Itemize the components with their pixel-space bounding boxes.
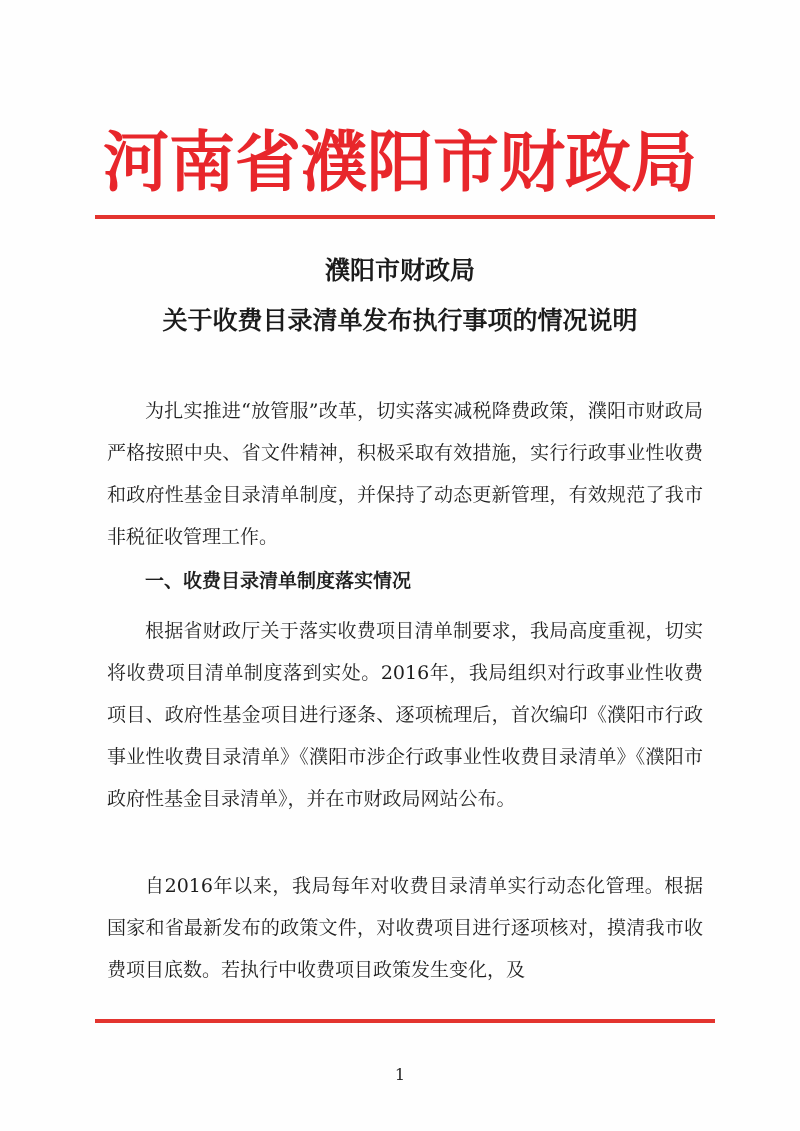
document-title-line2: 关于收费目录清单发布执行事项的情况说明 [162,306,638,335]
section-heading-1: 一、收费目录清单制度落实情况 [145,570,412,592]
document-title-line1: 濮阳市财政局 [324,256,475,285]
page-number: 1 [394,1065,406,1084]
paragraph-dynamic-management: 自2016年以来，我局每年对收费目录清单实行动态化管理。根据国家和省最新发布的政策文件，对收费项目进行逐项核对，摸清我市收费项目底数。若执行中收费项目政策发生变化，及 [107,875,703,981]
letterhead-title: 河南省濮阳市财政局 [103,123,697,201]
footer-red-rule [95,1019,715,1023]
paragraph-intro: 为扎实推进“放管服”改革，切实落实减税降费政策，濮阳市财政局严格按照中央、省文件精神，积极采取有效措施，实行行政事业性收费和政府性基金目录清单制度，并保持了动态更新管理，有效规范了我市非税征收管理工作。 [107,400,703,548]
letterhead-red-rule [95,215,715,219]
paragraph-section1: 根据省财政厅关于落实收费项目清单制要求，我局高度重视，切实将收费项目清单制度落到实处。2016年，我局组织对行政事业性收费项目、政府性基金项目进行逐条、逐项梳理后，首次编印《濮阳市行政事业性收费目录清单》《濮阳市涉企行政事业性收费目录清单》《濮阳市政府性基金目录清单》，并在市财政局网站公布。 [107,620,703,810]
